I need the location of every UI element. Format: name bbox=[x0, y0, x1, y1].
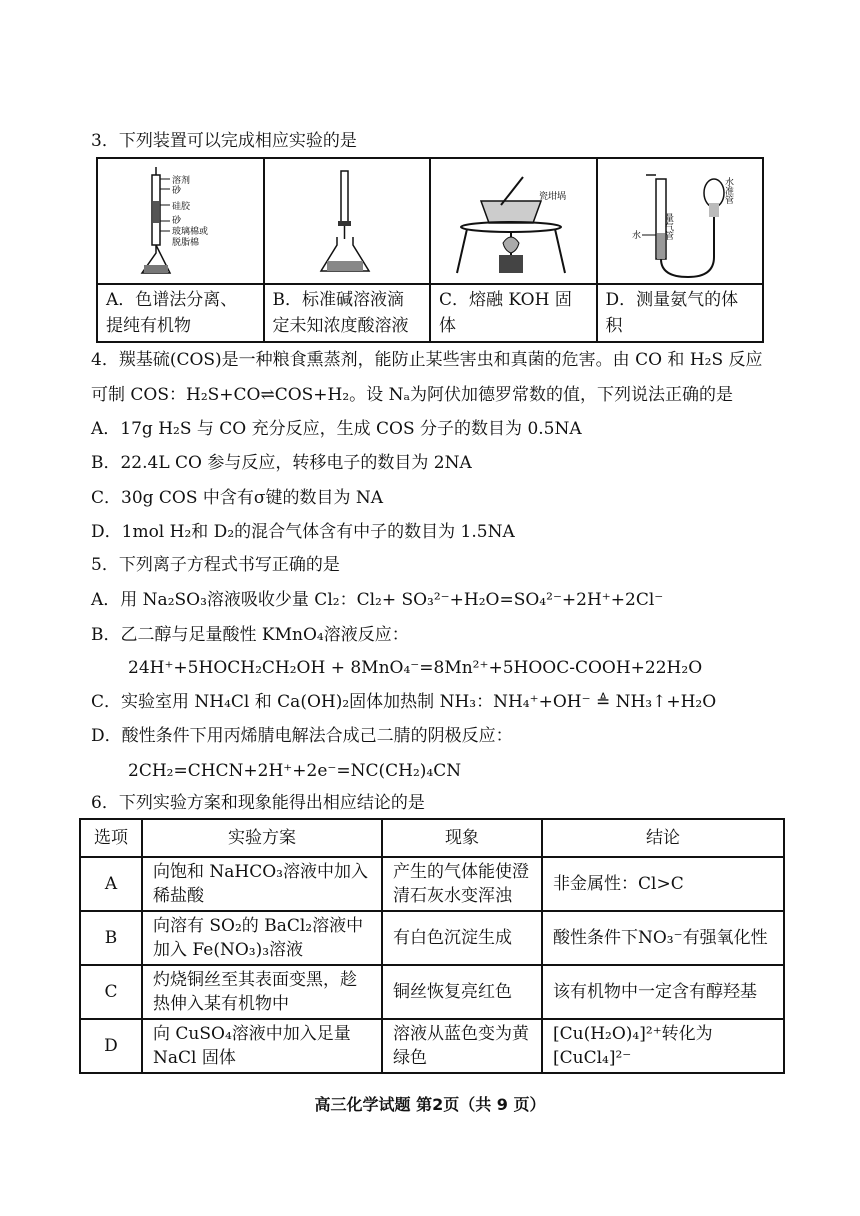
q5-stem: 5．下列离子方程式书写正确的是 bbox=[91, 555, 340, 575]
label-cotton: 脱脂棉 bbox=[172, 238, 200, 248]
label-sand-1: 砂 bbox=[172, 186, 182, 196]
q4-option-a: A．17g H₂S 与 CO 充分反应，生成 COS 分子的数目为 0.5NA bbox=[91, 419, 582, 439]
q5-option-d: D．酸性条件下用丙烯腈电解法合成己二腈的阴极反应： bbox=[91, 726, 513, 746]
q4-stem-line1: 4．羰基硫(COS)是一种粮食熏蒸剂，能防止某些害虫和真菌的危害。由 CO 和 H₂S 反应 bbox=[91, 350, 763, 370]
option-a-caption: A．色谱法分离、 提纯有机物 bbox=[97, 284, 264, 342]
q4-option-c: C．30g COS 中含有σ键的数目为 NA bbox=[91, 488, 384, 508]
label-solvent: 溶剂 bbox=[172, 176, 191, 186]
label-sand-2: 砂 bbox=[172, 216, 182, 226]
q4-stem-line2: 可制 COS：H₂S+CO⇌COS+H₂。设 Nₐ为阿伏加德罗常数的值，下列说法正确的是 bbox=[91, 385, 734, 405]
q5-option-b-equation: 24H⁺+5HOCH₂CH₂OH + 8MnO₄⁻=8Mn²⁺+5HOOC-COOH+22H₂O bbox=[128, 658, 703, 678]
gas-burette-icon bbox=[598, 161, 758, 281]
apparatus-a-cell bbox=[97, 158, 264, 284]
q5-option-d-equation: 2CH₂=CHCN+2H⁺+2e⁻=NC(CH₂)₄CN bbox=[128, 761, 462, 781]
q6-stem: 6．下列实验方案和现象能得出相应结论的是 bbox=[91, 793, 425, 813]
label-silica: 硅胶 bbox=[172, 202, 191, 212]
q4-option-d: D．1mol H₂和 D₂的混合气体含有中子的数目为 1.5NA bbox=[91, 522, 515, 542]
experiment-table bbox=[79, 818, 785, 1074]
apparatus-d-cell bbox=[597, 158, 764, 284]
label-leveling-tube: 水准管 bbox=[722, 177, 733, 204]
table-row: D 向 CuSO₄溶液中加入足量 NaCl 固体 溶液从蓝色变为黄绿色 [Cu(H₂O)₄]²⁺转化为[CuCl₄]²⁻ bbox=[80, 1019, 784, 1073]
header-option: 选项 bbox=[80, 819, 142, 857]
label-burette: 量气管 bbox=[662, 213, 673, 240]
option-c-caption: C．熔融 KOH 固体 bbox=[430, 284, 597, 342]
q4-option-b: B．22.4L CO 参与反应，转移电子的数目为 2NA bbox=[91, 453, 472, 473]
table-row: C 灼烧铜丝至其表面变黑，趁热伸入某有机物中 铜丝恢复亮红色 该有机物中一定含有醇羟基 bbox=[80, 965, 784, 1019]
apparatus-b-cell bbox=[264, 158, 431, 284]
apparatus-table bbox=[96, 157, 764, 343]
page-footer: 高三化学试题 第2页（共 9 页） bbox=[314, 1095, 546, 1114]
titration-burette-icon bbox=[265, 161, 425, 281]
q5-option-c: C．实验室用 NH₄Cl 和 Ca(OH)₂固体加热制 NH₃：NH₄⁺+OH⁻ ≜ NH₃↑+H₂O bbox=[91, 692, 717, 712]
label-crucible: 瓷坩埚 bbox=[539, 192, 567, 202]
option-b-caption: B．标准碱溶液滴 定未知浓度酸溶液 bbox=[264, 284, 431, 342]
header-phenomenon: 现象 bbox=[382, 819, 542, 857]
header-conclusion: 结论 bbox=[542, 819, 784, 857]
header-plan: 实验方案 bbox=[142, 819, 382, 857]
option-d-caption: D．测量氨气的体积 bbox=[597, 284, 764, 342]
table-row: B 向溶有 SO₂的 BaCl₂溶液中加入 Fe(NO₃)₃溶液 有白色沉淀生成 酸性条件下NO₃⁻有强氧化性 bbox=[80, 911, 784, 965]
q3-stem: 3．下列装置可以完成相应实验的是 bbox=[91, 131, 357, 151]
label-water: 水 bbox=[631, 231, 641, 241]
q5-option-a: A．用 Na₂SO₃溶液吸收少量 Cl₂：Cl₂+ SO₃²⁻+H₂O=SO₄²⁻+2H⁺+2Cl⁻ bbox=[91, 590, 664, 610]
apparatus-c-cell bbox=[430, 158, 597, 284]
crucible-heating-icon bbox=[431, 161, 591, 281]
chromatography-column-icon bbox=[98, 161, 260, 281]
q5-option-b: B．乙二醇与足量酸性 KMnO₄溶液反应： bbox=[91, 625, 409, 645]
table-row: A 向饱和 NaHCO₃溶液中加入稀盐酸 产生的气体能使澄清石灰水变浑浊 非金属性：Cl>C bbox=[80, 857, 784, 911]
label-glass-wool: 玻璃棉或 bbox=[172, 227, 209, 237]
